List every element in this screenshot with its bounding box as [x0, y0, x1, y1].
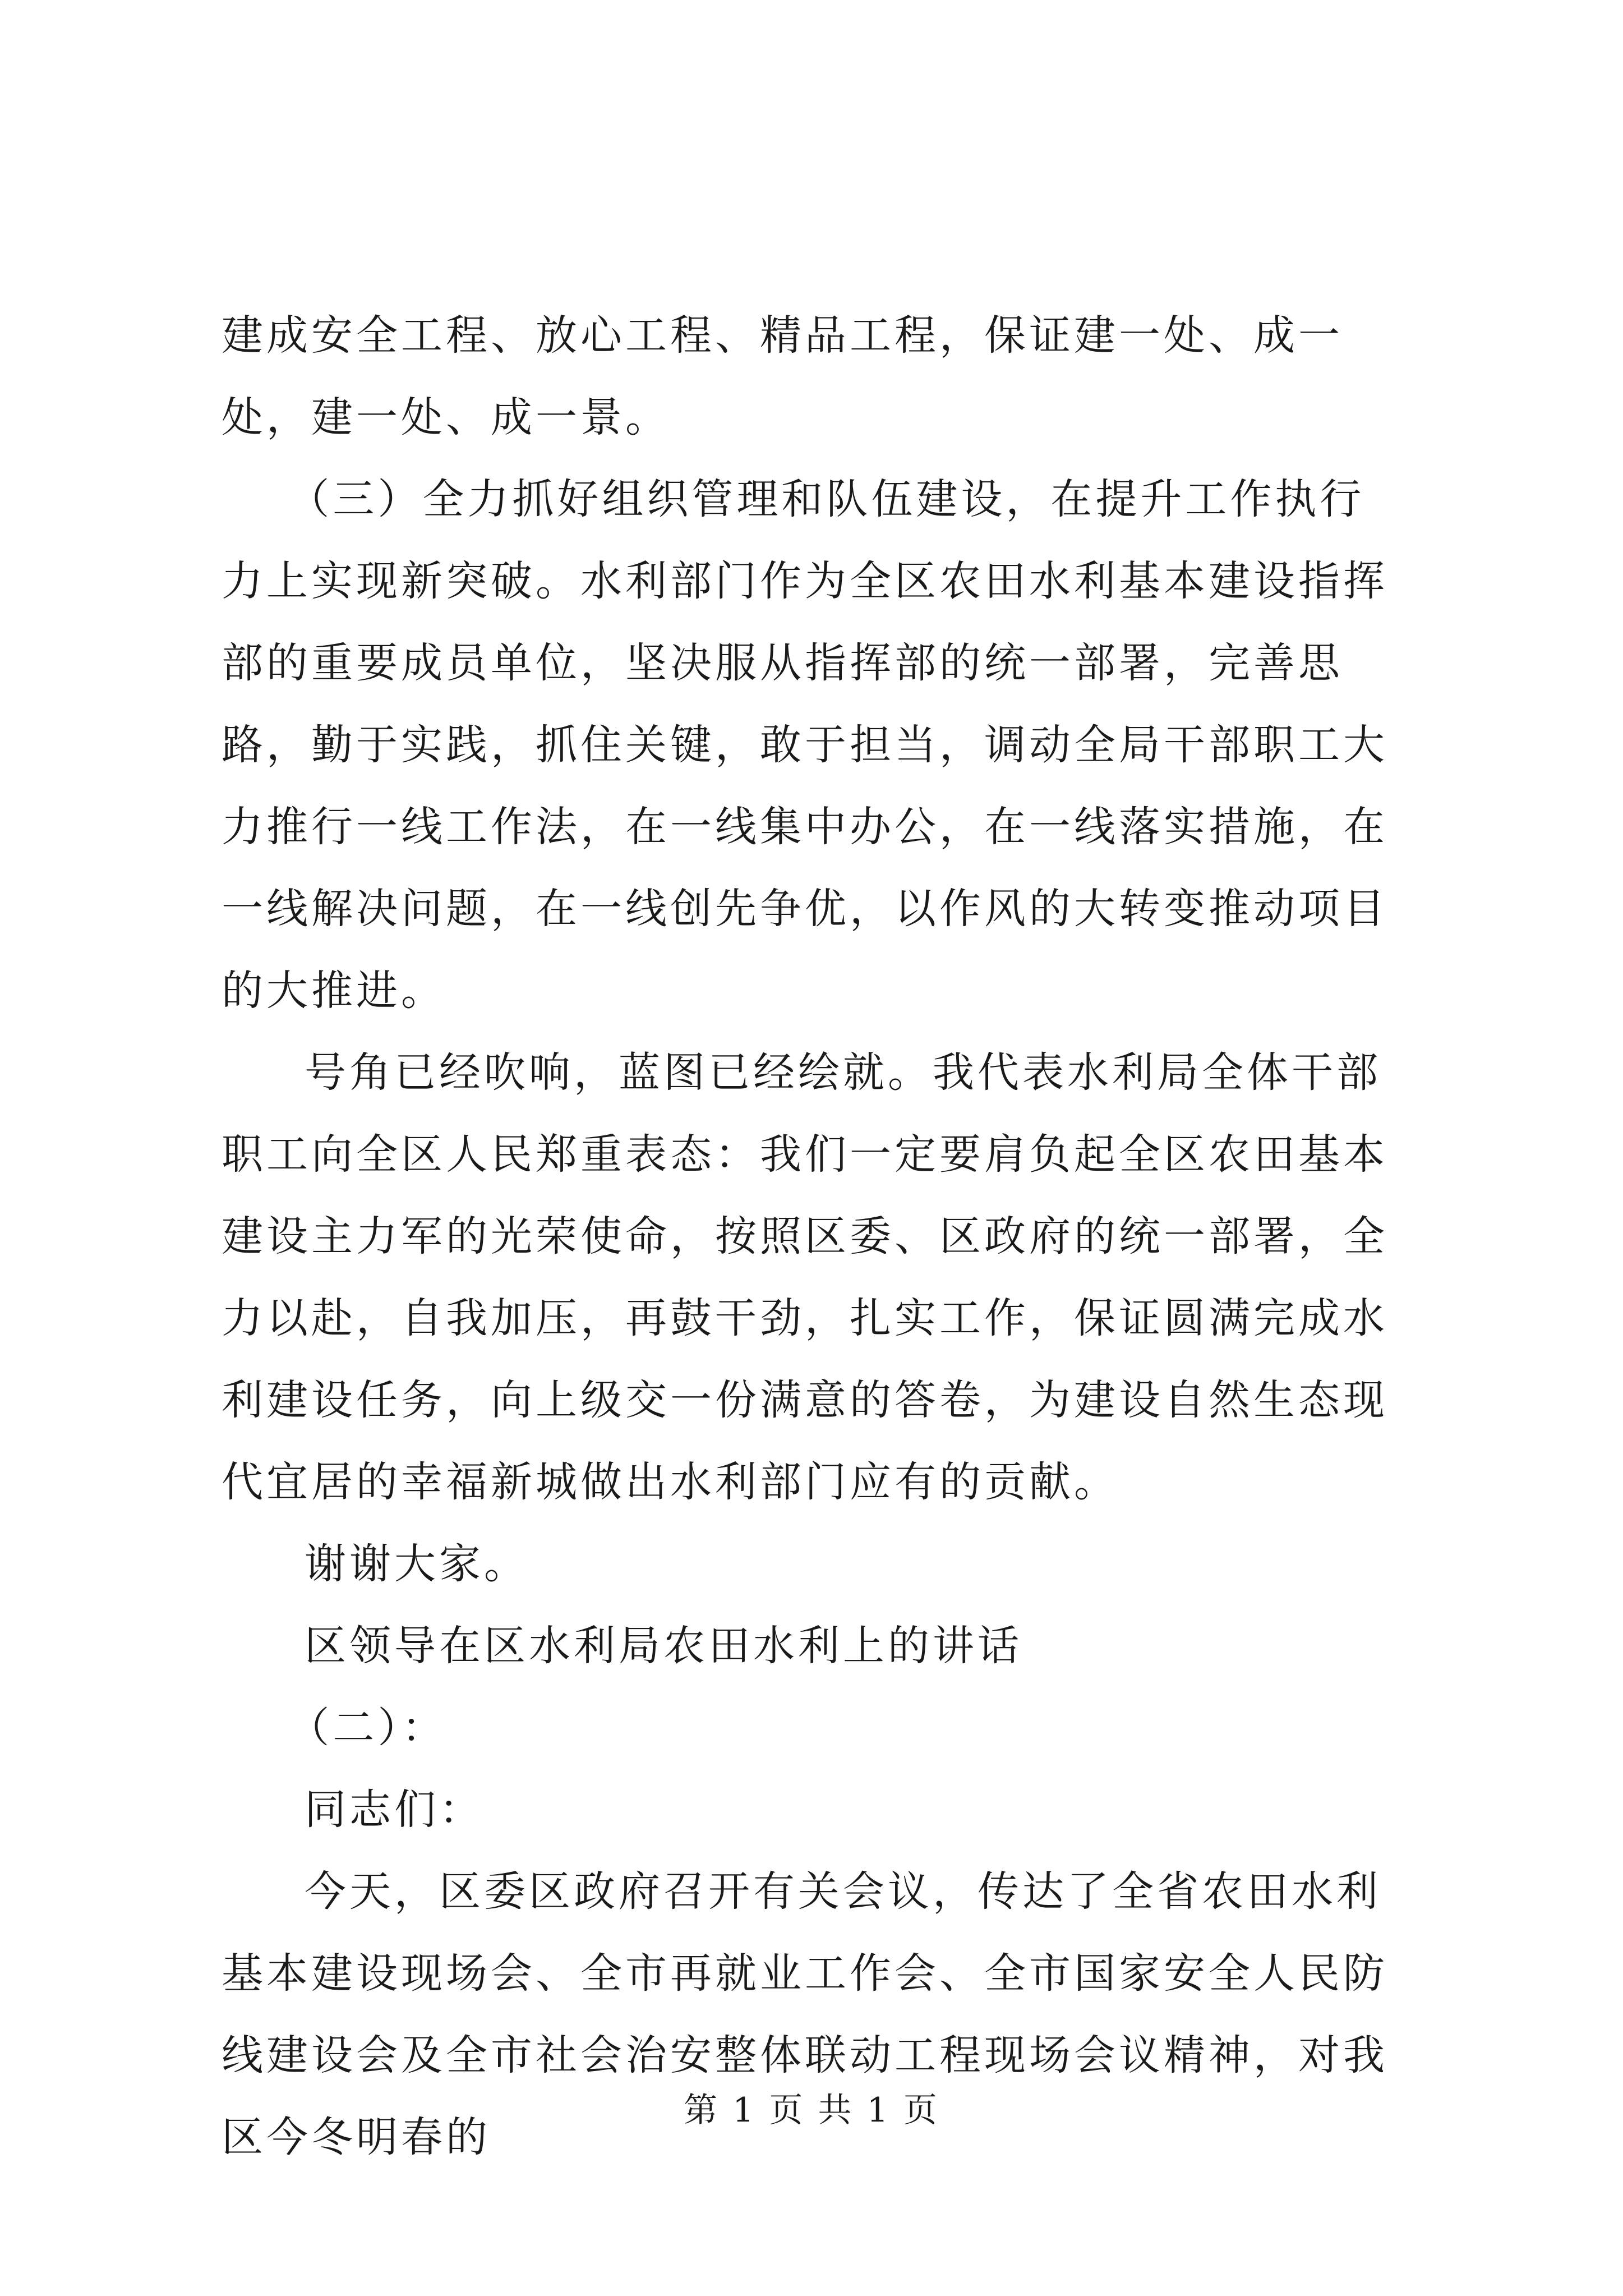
document-body: [222, 295, 1405, 2178]
salutation: 同志们：: [305, 1786, 484, 1834]
paragraph-continuation: 建成安全工程、放心工程、精品工程，保证建一处、成一处，建一处、成一景。: [222, 311, 1343, 441]
paragraph-thanks: 谢谢大家。: [305, 1540, 529, 1588]
paragraph-pledge: 号角已经吹响，蓝图已经绘就。我代表水利局全体干部职工向全区人民郑重表态：我们一定要肩负起全区农田基本建设主力军的光荣使命，按照区委、区政府的统一部署，全力以赴，自我加压，再鼓干劲，扎实工作，保证圆满完成水利建设任务，向上级交一份满意的答卷，为建设自然生态现代宜居的幸福新城做出水利部门应有的贡献。: [222, 1048, 1388, 1506]
paragraph-opening: 今天，区委区政府召开有关会议，传达了全省农田水利基本建设现场会、全市再就业工作会、全市国家安全人民防线建设会及全市社会治安整体联动工程现场会议精神，对我区今冬明春的: [222, 1867, 1388, 2161]
page-number-label: 第 1 页 共 1 页: [684, 2091, 939, 2130]
page-footer: [0, 2088, 1623, 2133]
paragraph-section-three: （三）全力抓好组织管理和队伍建设，在提升工作执行力上实现新突破。水利部门作为全区农田水利基本建设指挥部的重要成员单位，坚决服从指挥部的统一部署，完善思路，勤于实践，抓住关键，敢于担当，调动全局干部职工大力推行一线工作法，在一线集中办公，在一线落实措施，在一线解决问题，在一线创先争优，以作风的大转变推动项目的大推进。: [222, 475, 1388, 1015]
speech-title: 区领导在区水利局农田水利上的讲话: [305, 1622, 1022, 1670]
speech-part-label: （二）：: [288, 1704, 447, 1752]
